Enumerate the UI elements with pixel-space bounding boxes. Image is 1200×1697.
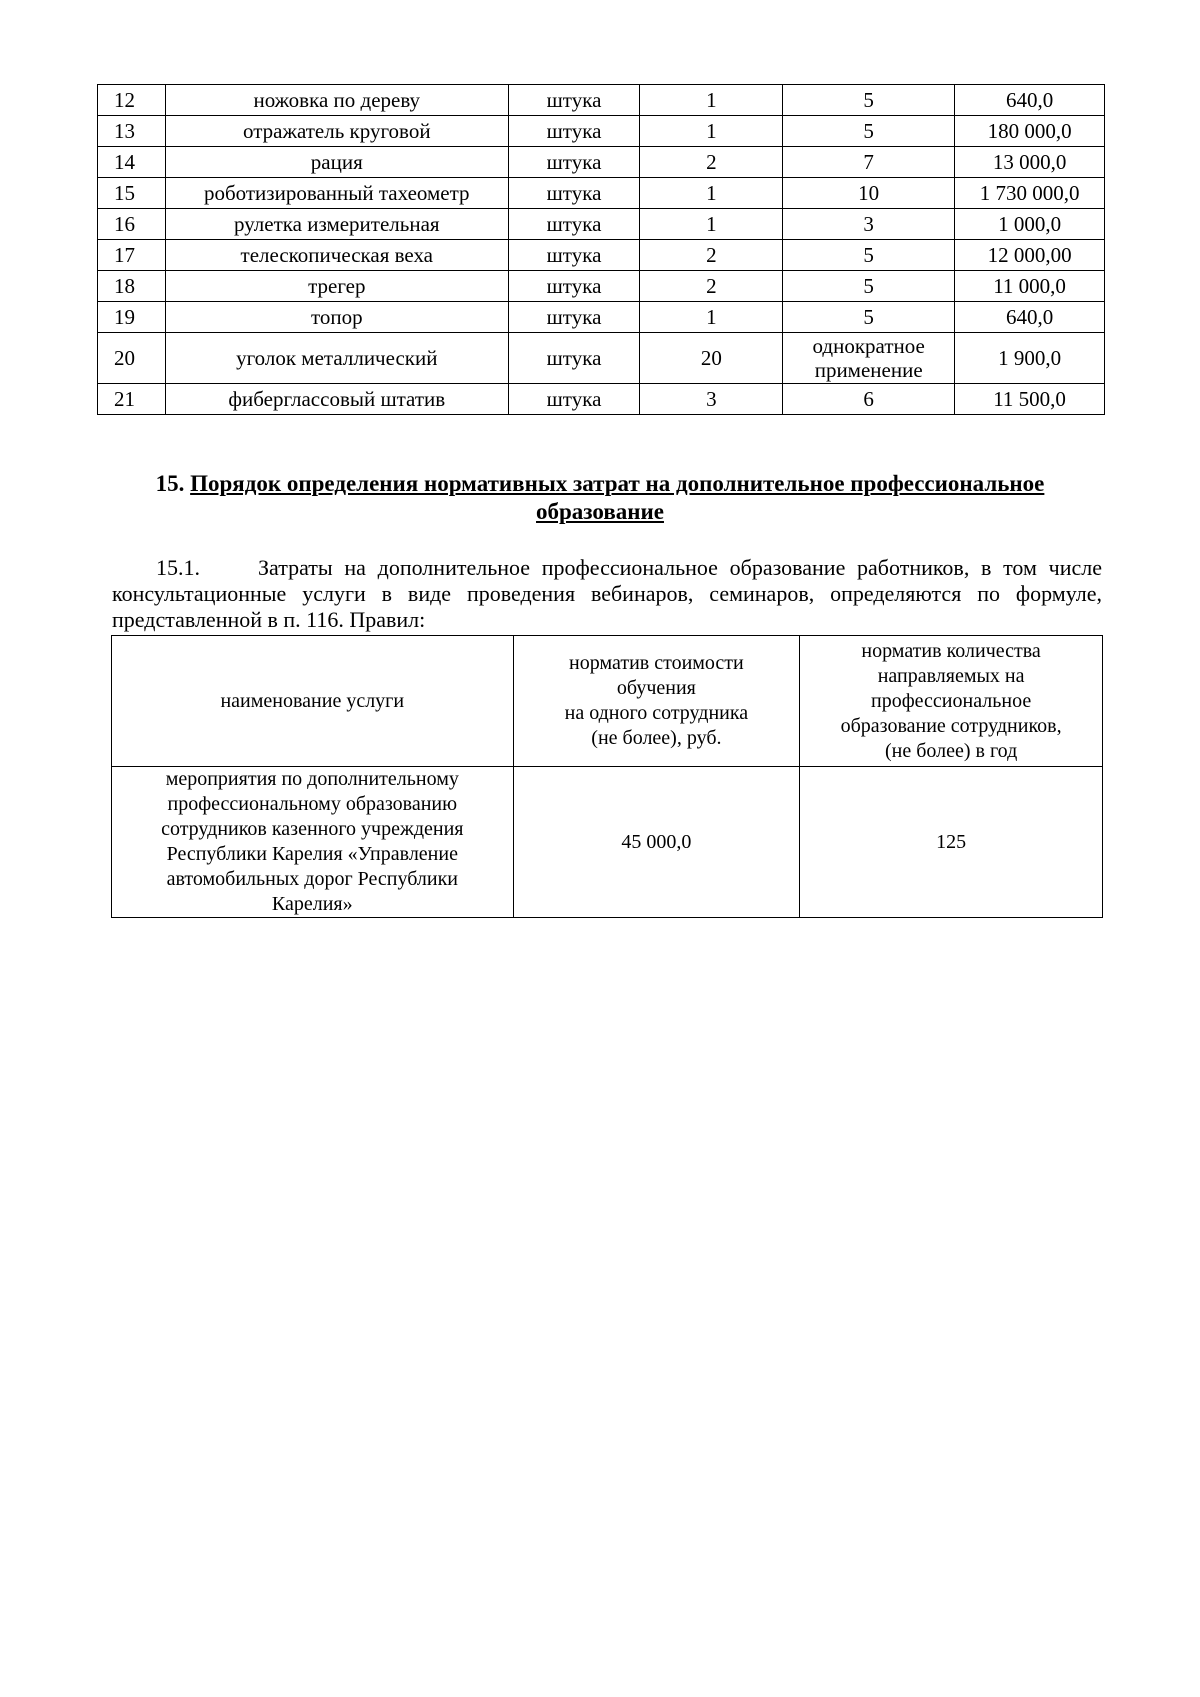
service-name-line: профессиональному образованию — [167, 793, 458, 815]
item-unit: штука — [508, 209, 640, 240]
item-term: 5 — [783, 240, 955, 271]
item-term: 5 — [783, 85, 955, 116]
section-title-continued: образование — [536, 499, 664, 524]
service-name-line: сотрудников казенного учреждения — [161, 818, 464, 840]
header-line: профессиональное — [871, 689, 1032, 712]
item-price: 640,0 — [955, 302, 1105, 333]
item-quantity: 1 — [640, 302, 783, 333]
item-term: 6 — [783, 384, 955, 415]
table-row — [98, 178, 1105, 209]
table-row — [98, 271, 1105, 302]
service-name-line: Республики Карелия «Управление — [166, 843, 458, 865]
equipment-table — [97, 84, 1105, 415]
row-number: 20 — [98, 333, 166, 384]
item-name: рация — [165, 147, 508, 178]
item-price: 1 000,0 — [955, 209, 1105, 240]
table-row — [98, 209, 1105, 240]
item-quantity: 1 — [640, 209, 783, 240]
service-name-line: мероприятия по дополнительному — [165, 768, 459, 790]
header-line: норматив стоимости — [569, 652, 744, 674]
item-unit: штука — [508, 240, 640, 271]
item-unit: штука — [508, 333, 640, 384]
row-number: 21 — [98, 384, 166, 415]
row-number: 18 — [98, 271, 166, 302]
item-price: 13 000,0 — [955, 147, 1105, 178]
item-term: 5 — [783, 271, 955, 302]
item-unit: штука — [508, 384, 640, 415]
table-row — [98, 384, 1105, 415]
row-number: 19 — [98, 302, 166, 333]
item-name: отражатель круговой — [165, 116, 508, 147]
header-line: (не более), руб. — [591, 727, 722, 749]
table-row — [98, 85, 1105, 116]
item-term: 3 — [783, 209, 955, 240]
header-line: норматив количества — [861, 639, 1041, 662]
section-heading-line — [130, 470, 1070, 498]
item-term: 5 — [783, 116, 955, 147]
service-name-line: Карелия» — [271, 893, 353, 915]
service-name — [112, 767, 514, 918]
table-row — [98, 302, 1105, 333]
table-row — [98, 116, 1105, 147]
item-unit: штука — [508, 302, 640, 333]
header-line: (не более) в год — [884, 739, 1018, 762]
table-row — [98, 147, 1105, 178]
item-name: фиберглассовый штатив — [165, 384, 508, 415]
service-cost: 45 000,0 — [513, 767, 800, 918]
item-unit: штука — [508, 116, 640, 147]
item-unit: штука — [508, 85, 640, 116]
header-count-norm — [800, 636, 1103, 767]
paragraph-text: Затраты на дополнительное профессиональное образование работников, в том числе консультационные услуги в виде проведения вебинаров, семинаров, определяются по формуле, представленной в п. 116. Правил: — [112, 555, 1102, 632]
item-price: 11 500,0 — [955, 384, 1105, 415]
header-line: направляемых на — [877, 664, 1025, 687]
table-row — [112, 767, 1103, 918]
item-quantity: 1 — [640, 85, 783, 116]
section-heading-line — [130, 498, 1070, 526]
item-quantity: 20 — [640, 333, 783, 384]
item-term — [783, 333, 955, 384]
item-name: телескопическая веха — [165, 240, 508, 271]
row-number: 12 — [98, 85, 166, 116]
row-number: 13 — [98, 116, 166, 147]
item-name: рулетка измерительная — [165, 209, 508, 240]
paragraph-number: 15.1. — [156, 555, 200, 580]
service-name-line: автомобильных дорог Республики — [166, 868, 458, 890]
item-quantity: 2 — [640, 271, 783, 302]
row-number: 14 — [98, 147, 166, 178]
table-row — [98, 240, 1105, 271]
item-unit: штука — [508, 271, 640, 302]
header-service-name: наименование услуги — [112, 636, 514, 767]
item-term: 10 — [783, 178, 955, 209]
section-number: 15. — [155, 471, 185, 496]
header-line: обучения — [616, 677, 696, 699]
section-title: Порядок определения нормативных затрат на дополнительное профессиональное — [190, 471, 1045, 496]
item-term-line: однократное — [812, 334, 925, 358]
header-line: образование сотрудников, — [840, 714, 1062, 737]
item-term: 7 — [783, 147, 955, 178]
item-quantity: 1 — [640, 178, 783, 209]
table-row — [98, 333, 1105, 384]
header-cost-norm — [513, 636, 800, 767]
item-price: 11 000,0 — [955, 271, 1105, 302]
item-price: 180 000,0 — [955, 116, 1105, 147]
item-name: топор — [165, 302, 508, 333]
item-name: роботизированный тахеометр — [165, 178, 508, 209]
header-line: на одного сотрудника — [564, 702, 749, 724]
item-name: трегер — [165, 271, 508, 302]
table-header-row — [112, 636, 1103, 767]
item-quantity: 2 — [640, 240, 783, 271]
section-heading — [130, 470, 1070, 526]
row-number: 16 — [98, 209, 166, 240]
item-name: ножовка по дереву — [165, 85, 508, 116]
service-count: 125 — [800, 767, 1103, 918]
row-number: 15 — [98, 178, 166, 209]
item-price: 1 730 000,0 — [955, 178, 1105, 209]
item-term-line: применение — [814, 358, 923, 382]
item-unit: штука — [508, 178, 640, 209]
services-table — [111, 635, 1103, 918]
item-price: 12 000,00 — [955, 240, 1105, 271]
item-name: уголок металлический — [165, 333, 508, 384]
item-price: 640,0 — [955, 85, 1105, 116]
item-quantity: 1 — [640, 116, 783, 147]
item-price: 1 900,0 — [955, 333, 1105, 384]
row-number: 17 — [98, 240, 166, 271]
item-term: 5 — [783, 302, 955, 333]
item-quantity: 3 — [640, 384, 783, 415]
paragraph — [112, 555, 1102, 633]
item-quantity: 2 — [640, 147, 783, 178]
item-unit: штука — [508, 147, 640, 178]
